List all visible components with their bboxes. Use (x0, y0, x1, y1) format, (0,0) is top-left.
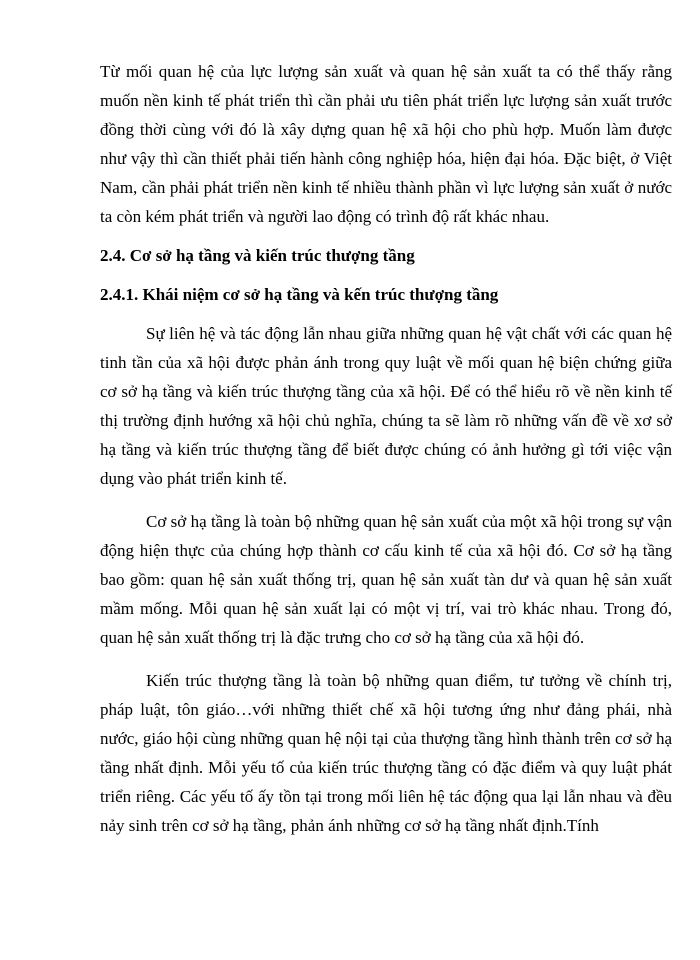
paragraph-infrastructure: Cơ sở hạ tầng là toàn bộ những quan hệ sản xuất của một xã hội trong sự vận động hiện thực của chúng hợp thành cơ cấu kinh tế của xã hội đó. Cơ sở hạ tầng bao gồm: quan hệ sản xuất thống trị, quan hệ sản xuất tàn dư và quan hệ sản xuất mầm mống. Mỗi quan hệ sản xuất lại có một vị trí, vai trò khác nhau. Trong đó, quan hệ sản xuất thống trị là đặc trưng cho cơ sở hạ tầng của xã hội đó. (100, 512, 672, 647)
paragraph-superstructure: Kiến trúc thượng tầng là toàn bộ những quan điểm, tư tưởng về chính trị, pháp luật, tôn giáo…với những thiết chế xã hội tương ứng như đảng phái, nhà nước, giáo hội cùng những quan hệ nội tại của thượng tầng hình thành trên cơ sở hạ tầng nhất định. Mỗi yếu tố của kiến trúc thượng tầng có đặc điểm và quy luật phát triển riêng. Các yếu tố ấy tồn tại trong mối liên hệ tác động qua lại lẫn nhau và đều nảy sinh trên cơ sở hạ tầng, phản ánh những cơ sở hạ tầng nhất định.Tính (100, 671, 672, 835)
section-heading: 2.4. Cơ sở hạ tầng và kiến trúc thượng tầng (100, 246, 415, 265)
intro-paragraph: Từ mối quan hệ của lực lượng sản xuất và quan hệ sản xuất ta có thể thấy rằng muốn nền kinh tế phát triển thì cần phải ưu tiên phát triển lực lượng sản xuất trước đồng thời cùng với đó là xây dựng quan hệ xã hội cho phù hợp. Muốn làm được như vậy thì cần thiết phải tiến hành công nghiệp hóa, hiện đại hóa. Đặc biệt, ở Việt Nam, cần phải phát triển nền kinh tế nhiều thành phần vì lực lượng sản xuất ở nước ta còn kém phát triển và người lao động có trình độ rất khác nhau. (100, 62, 672, 226)
paragraph-relations: Sự liên hệ và tác động lẫn nhau giữa những quan hệ vật chất với các quan hệ tinh tần của xã hội được phản ánh trong quy luật về mối quan hệ biện chứng giữa cơ sở hạ tầng và kiến trúc thượng tầng của xã hội. Để có thể hiểu rõ về nền kinh tế thị trường định hướng xã hội chủ nghĩa, chúng ta sẽ làm rõ những vấn đề về xơ sở hạ tầng và kiến trúc thượng tầng để biết được chúng có ảnh hưởng gì tới việc vận dụng vào phát triển kinh tế. (100, 324, 672, 488)
subsection-heading: 2.4.1. Khái niệm cơ sở hạ tầng và kến trúc thượng tầng (100, 285, 499, 304)
document-page (100, 57, 672, 854)
